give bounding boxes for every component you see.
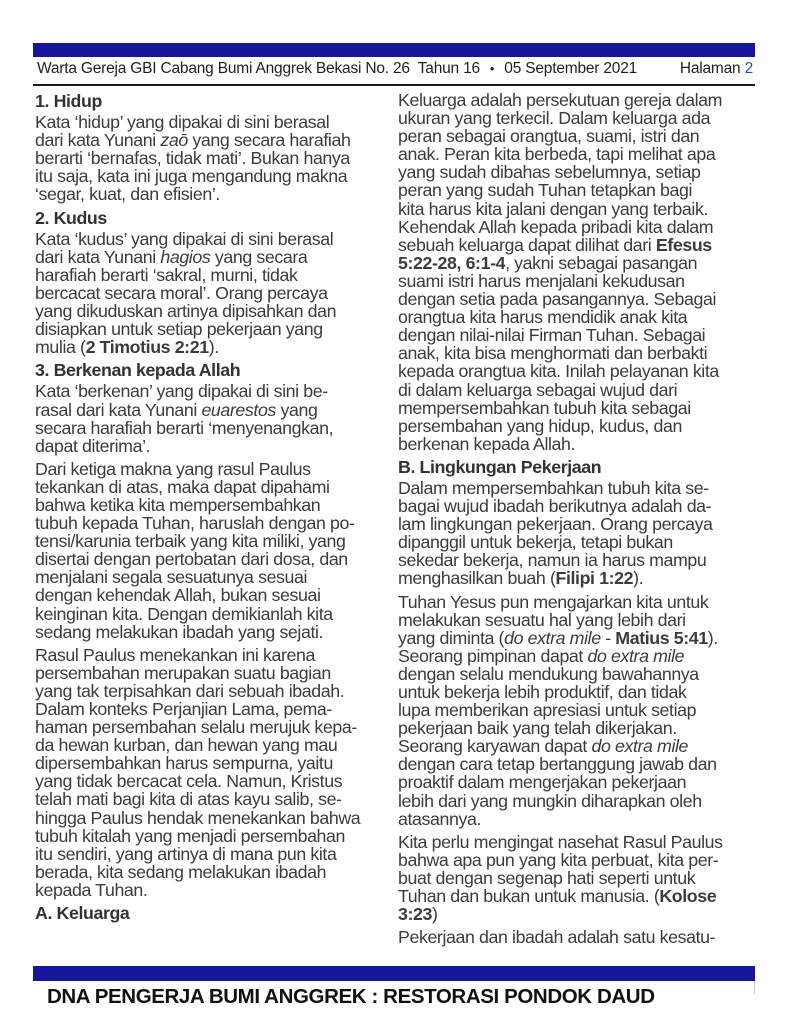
text-line: 5:22-28, 6:1-4, yakni sebagai pasangan [398,252,698,273]
right-column [398,91,765,951]
text-line: yang sudah dibahas sebelumnya, setiap [398,162,701,183]
paragraph [35,382,386,454]
text-line: persembahan merupakan suatu bagian [35,662,331,683]
text-line: anak, kita bisa menghormati dan berbakti [398,343,708,364]
page-header [37,60,753,82]
text-line: persembahan yang hidup, kudus, dan [398,415,682,436]
text-line: bahwa ketika kita mempersembahkan [35,494,321,515]
text-line: dengan setia pada pasangannya. Sebagai [398,289,716,310]
text-line: kita harus kita jalani dengan yang terbaik. [398,198,708,219]
text-line: peran sebagai orangtua, suami, istri dan [398,126,700,147]
text-line: melakukan sesuatu hal yang lebih dari [398,609,686,630]
text-line: sedang melakukan ibadah yang sejati. [35,621,324,642]
text-line: sekedar bekerja, namun ia harus mampu [398,550,707,571]
text-line: dari kata Yunani hagios yang secara [35,246,308,267]
text-line: peran yang sudah Tuhan tetapkan bagi [398,180,693,201]
page-number [680,60,753,78]
text-line: Kehendak Allah kepada pribadi kita dalam [398,216,714,237]
text-line: Dalam mempersembahkan tubuh kita se- [398,477,709,498]
text-line: dari kata Yunani zaō yang secara harafiah [35,130,351,151]
text-line: Tuhan Yesus pun mengajarkan kita untuk [398,591,709,612]
text-line: Seorang karyawan dapat do extra mile [398,736,689,757]
text-line: kepada Tuhan. [35,879,148,900]
text-line: Keluarga adalah persekutuan gereja dalam [398,90,723,110]
text-line: haman persembahan selalu merujuk kepa- [35,717,357,738]
text-line: Seorang pimpinan dapat do extra mile [398,645,685,666]
text-line: Pekerjaan dan ibadah adalah satu kesatu- [398,927,716,948]
text-line: Kata ‘hidup’ yang dipakai di sini berasal [35,112,330,133]
text-line: rasal dari kata Yunani euarestos yang [35,399,318,420]
text-line: Tuhan dan bukan untuk manusia. (Kolose [398,886,717,907]
text-line: dapat diterima’. [35,435,151,456]
text-line: dipersembahkan harus sempurna, yaitu [35,753,333,774]
text-line: di dalam keluarga sebagai wujud dari [398,379,678,400]
paragraph [398,928,765,946]
text-line: yang dikuduskan artinya dipisahkan dan [35,301,337,322]
text-line: sebuah keluarga dapat dilihat dari Efesus [398,234,712,255]
text-line: menjalani segala sesuatunya sesuai [35,567,308,588]
text-line: 3:23) [398,904,438,925]
text-line: berarti ‘bernafas, tidak mati’. Bukan hanya [35,148,350,169]
text-line: keinginan kita. Dengan demikianlah kita [35,603,333,624]
issue-date: 05 September 2021 [504,60,638,77]
text-line: Kita perlu mengingat nasehat Rasul Paulus [398,831,723,852]
issue-line: Warta Gereja GBI Cabang Bumi Anggrek Bekasi No. 26 Tahun 16 [37,60,480,77]
page-number-value: 2 [744,60,753,77]
header-rule [33,84,755,86]
text-line: disiapkan untuk setiap pekerjaan yang [35,319,323,340]
paragraph [398,479,765,588]
text-line: yang tak terpisahkan dari sebuah ibadah. [35,680,345,701]
text-line: bahwa apa pun yang kita perbuat, kita per- [398,849,719,870]
text-line: anak. Peran kita berbeda, tapi melihat apa [398,144,716,165]
paragraph [398,91,765,453]
text-line: ‘segar, kuat, dan efisien’. [35,184,220,205]
text-line: secara harafiah berarti ‘menyenangkan, [35,417,334,438]
newsletter-title [37,60,637,78]
text-line: hingga Paulus hendak menekankan bahwa [35,807,361,828]
text-line: lam lingkungan pekerjaan. Orang percaya [398,514,713,535]
paragraph [35,113,386,203]
text-line: disertai dengan pertobatan dari dosa, dan [35,549,348,570]
text-line: ukuran yang terkecil. Dalam keluarga ada [398,108,711,129]
text-line: dengan cara tetap bertanggung jawab dan [398,754,717,775]
footer-bar [33,966,755,981]
section-heading: 2. Kudus [35,207,107,228]
text-line: menghasilkan buah (Filipi 1:22). [398,568,644,589]
text-line: pekerjaan baik yang telah dikerjakan. [398,718,677,739]
text-line: berkenan kepada Allah. [398,433,576,454]
text-line: untuk bekerja lebih produktif, dan tidak [398,682,687,702]
text-line: tubuh kepada Tuhan, haruslah dengan po- [35,513,355,534]
text-line: buat dengan segenap hati seperti untuk [398,867,696,888]
text-line: atasannya. [398,808,481,829]
text-line: orangtua kita harus mendidik anak kita [398,307,688,328]
text-line: Dalam konteks Perjanjian Lama, pema- [35,699,332,719]
text-line: telah mati bagi kita di atas kayu salib, se- [35,789,342,810]
text-line: kepada orangtua kita. Inilah pelayanan kita [398,361,719,382]
paragraph [398,593,765,828]
section-heading: B. Lingkungan Pekerjaan [398,456,602,477]
bullet-separator: • [489,61,495,76]
article-body [35,91,767,951]
paragraph [35,460,386,641]
section-heading: A. Keluarga [35,903,130,924]
text-line: da hewan kurban, dan hewan yang mau [35,735,338,756]
text-line: proaktif dalam mengerjakan pekerjaan [398,772,687,793]
text-line: Rasul Paulus menekankan ini karena [35,644,315,665]
footer-banner: DNA PENGERJA BUMI ANGGREK : RESTORASI PONDOK DAUD [47,985,655,1008]
text-line: dengan nilai-nilai Firman Tuhan. Sebagai [398,325,706,346]
text-line: berada, kita sedang melakukan ibadah [35,861,327,882]
text-line: harafiah berarti ‘sakral, murni, tidak [35,264,298,285]
text-line: mempersembahkan tubuh kita sebagai [398,397,691,418]
text-line: tensi/karunia terbaik yang kita miliki, yang [35,531,346,552]
text-line: lupa memberikan apresiasi untuk setiap [398,700,697,721]
text-line: dipanggil untuk bekerja, tetapi bukan [398,532,673,553]
text-line: yang tidak bercacat cela. Namun, Kristus [35,771,343,792]
header-bar [33,43,755,57]
text-line: tubuh kitalah yang menjadi persembahan [35,825,346,846]
text-line: mulia (2 Timotius 2:21). [35,337,219,358]
text-line: bercacat secara moral’. Orang percaya [35,282,328,303]
text-line: lebih dari yang mungkin diharapkan oleh [398,790,702,811]
left-column [35,91,386,951]
text-line: dengan selalu mendukung bawahannya [398,663,699,684]
text-line: tekankan di atas, maka dapat dipahami [35,476,330,497]
section-heading: 3. Berkenan kepada Allah [35,360,241,381]
page-label: Halaman [679,60,745,77]
text-line: itu sendiri, yang artinya di mana pun kita [35,843,337,864]
text-line: bagai wujud ibadah berikutnya adalah da- [398,496,712,517]
paragraph [398,833,765,923]
text-line: Dari ketiga makna yang rasul Paulus [35,458,311,479]
paragraph [35,230,386,357]
text-line: dengan kehendak Allah, bukan sesuai [35,585,321,606]
text-line: Kata ‘berkenan’ yang dipakai di sini be- [35,381,328,402]
text-line: yang diminta (do extra mile - Matius 5:41). [398,627,718,648]
text-line: suami istri harus menjalani kekudusan [398,270,685,291]
text-line: Kata ‘kudus’ yang dipakai di sini berasal [35,228,334,249]
paragraph [35,646,386,899]
section-heading: 1. Hidup [35,91,102,111]
text-line: itu saja, kata ini juga mengandung makna [35,166,348,187]
